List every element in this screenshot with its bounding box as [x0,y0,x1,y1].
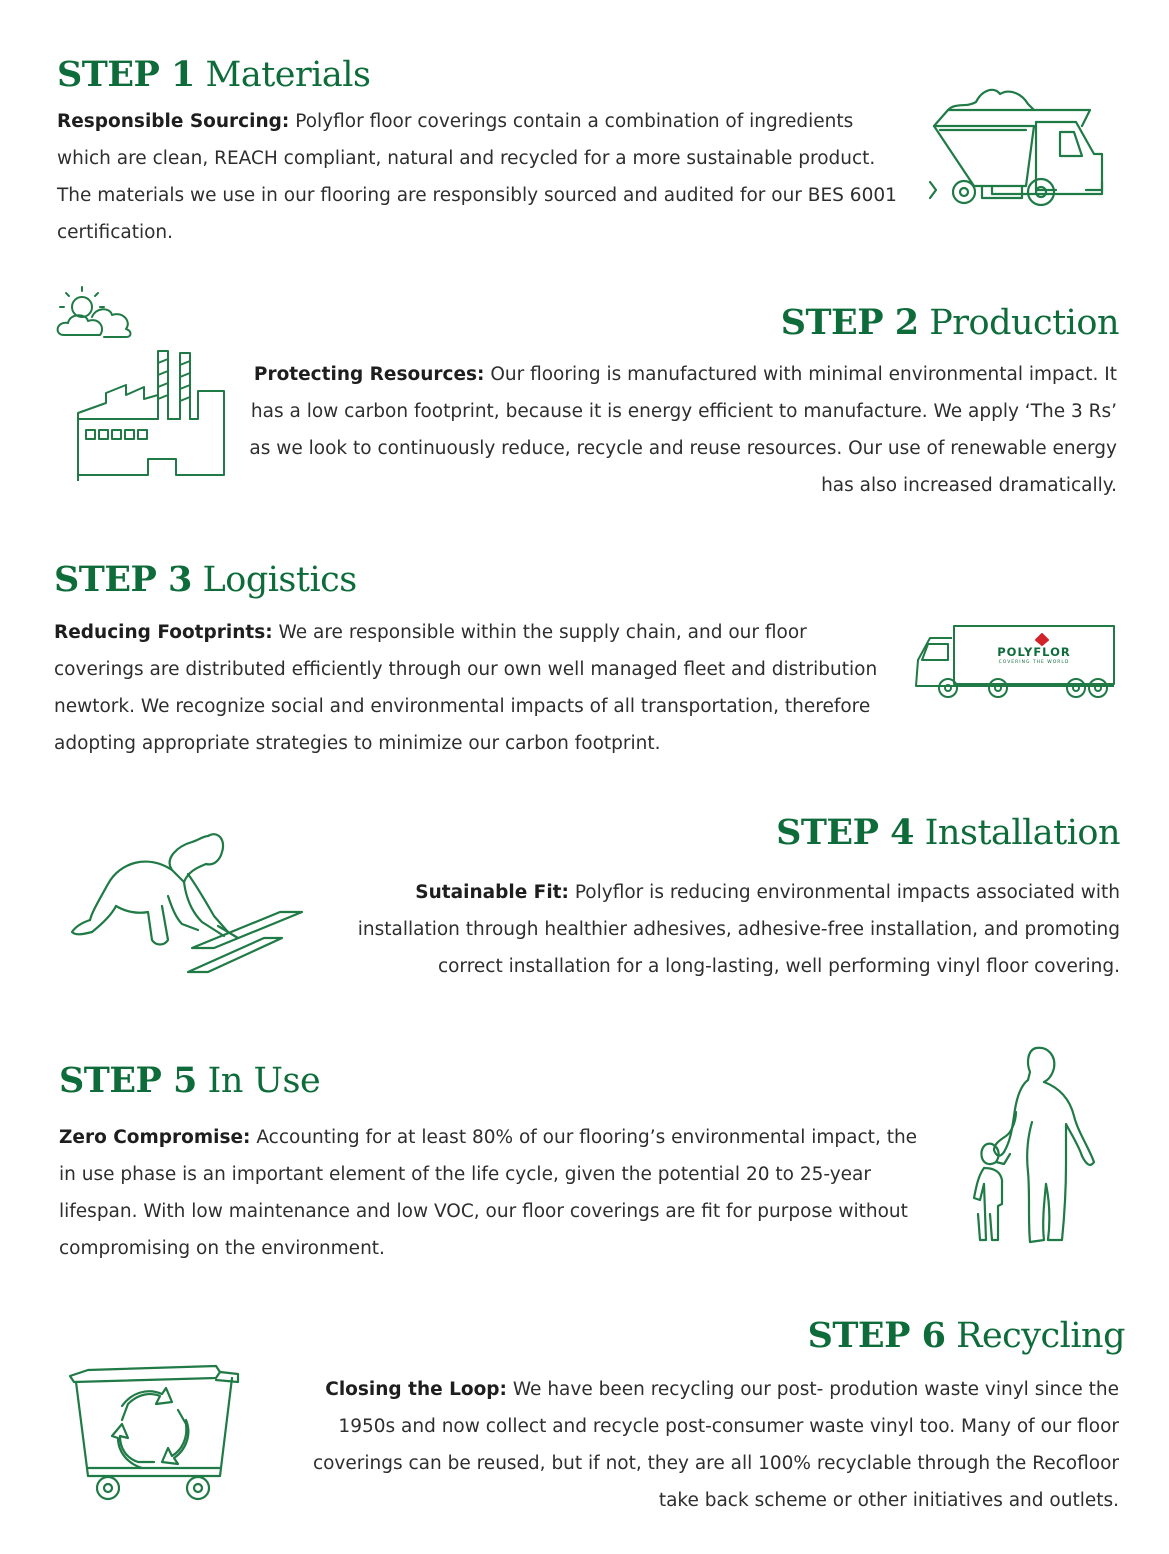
step-6-lead: Closing the Loop: [325,1379,507,1400]
step-2-lead: Protecting Resources: [253,364,485,385]
step-6-number: STEP 6 [807,1315,946,1356]
step-6-description [299,1371,1119,1519]
floor-installer-icon [68,828,304,976]
step-4-lead: Sutainable Fit: [415,882,569,903]
step-6-heading [808,1316,1125,1356]
step-3-heading [54,560,357,600]
step-6-text: We have been recycling our post- prodution waste vinyl since the 1950s and now collect and recycle post-consumer waste vinyl too. Many of our floor coverings can be reused, but if not, they are all 100% recyclable through the Recofloor take back scheme or other initiatives and outlets. [312,1379,1119,1511]
step-3-number: STEP 3 [54,559,192,600]
step-5-number: STEP 5 [59,1060,197,1101]
step-3-description [54,614,902,762]
step-2-text: Our flooring is manufactured with minimal environmental impact. It has a low carbon footprint, because it is energy efficient to manufacture. We apply ‘The 3 Rs’ as we look to continuously reduce, recycle and reuse resources. Our use of renewable energy has also increased dramatically. [249,364,1117,496]
step-3-title: Logistics [202,560,357,600]
step-5-heading [59,1061,320,1101]
step-2-description [237,356,1117,504]
factory-icon [52,285,230,481]
step-2-number: STEP 2 [780,302,919,343]
truck-brand-tagline: COVERING THE WORLD [998,660,1070,665]
step-3-text: We are responsible within the supply chain, and our floor coverings are distributed efficiently through our own well managed fleet and distribution newtork. We recognize social and environmental impacts of all transportation, therefore adopting appropriate strategies to minimize our carbon footprint. [54,622,878,754]
step-5-text: Accounting for at least 80% of our flooring’s environmental impact, the in use phase is an important element of the life cycle, given the potential 20 to 25-year lifespan. With low maintenance and low VOC, our floor coverings are fit for purpose without compromising on the environment. [59,1127,918,1259]
step-2-title: Production [929,303,1119,343]
step-5-description [59,1119,939,1267]
step-4-heading [776,813,1120,853]
step-4-title: Installation [924,813,1120,853]
step-1-lead: Responsible Sourcing: [57,111,290,132]
step-5-lead: Zero Compromise: [59,1127,251,1148]
delivery-lorry-icon [912,620,1118,702]
step-6-title: Recycling [956,1316,1125,1356]
step-2-heading [781,303,1119,343]
recycling-bin-icon [66,1364,244,1504]
dump-truck-icon [926,82,1108,214]
step-1-text: Polyflor floor coverings contain a combination of ingredients which are clean, REACH compliant, natural and recycled for a more sustainable product. The materials we use in our flooring are responsibly sourced and audited for our BES 6001 certification. [57,111,897,243]
step-5-title: In Use [207,1061,321,1101]
step-1-description [57,103,907,251]
step-1-number: STEP 1 [57,54,195,95]
step-1-title: Materials [205,55,371,95]
step-4-description [340,874,1120,985]
step-4-text: Polyflor is reducing environmental impacts associated with installation through healthier adhesives, adhesive-free installation, and promoting correct installation for a long-lasting, well performing vinyl floor covering. [357,882,1120,977]
step-1-heading [57,55,370,95]
step-3-lead: Reducing Footprints: [54,622,273,643]
truck-brand-logo: POLYFLOR [997,645,1071,659]
adult-and-child-icon [970,1044,1102,1248]
step-4-number: STEP 4 [776,812,914,853]
